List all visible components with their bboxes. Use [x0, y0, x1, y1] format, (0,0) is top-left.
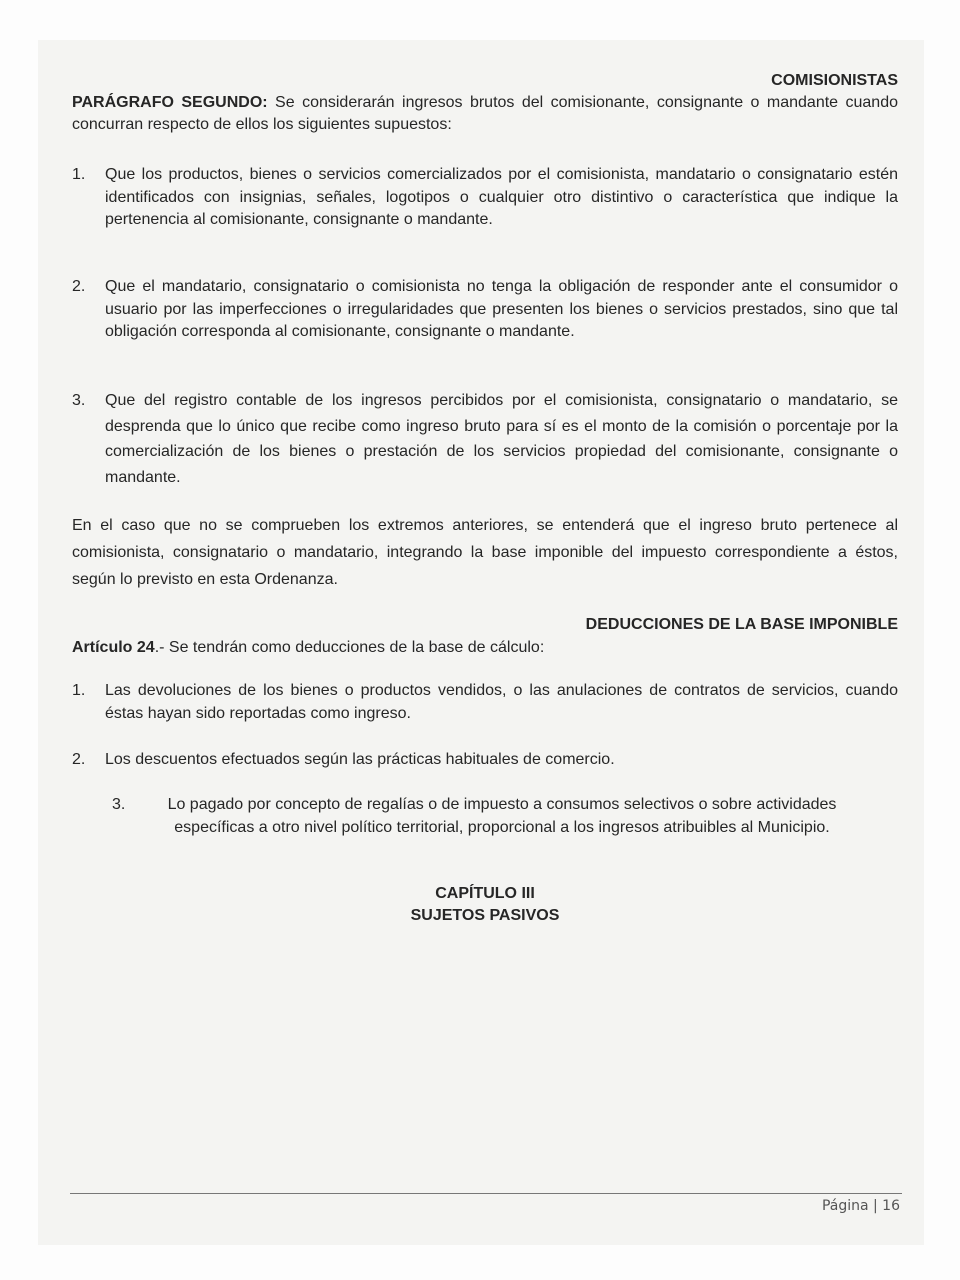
- page-number: Página | 16: [821, 1198, 900, 1214]
- list-item: [72, 749, 898, 772]
- article-24: [72, 637, 898, 659]
- paragraph-text: Se considerarán ingresos brutos del comisionante, consignante o mandante cuando concurran respecto de ellos los siguientes supuestos:: [72, 94, 899, 133]
- section-heading-deducciones: DEDUCCIONES DE LA BASE IMPONIBLE: [585, 616, 898, 633]
- paragraph-segundo: [72, 92, 898, 136]
- list-number: 2.: [72, 278, 86, 295]
- list-text: Que del registro contable de los ingresos percibidos por el comisionista, consignatario o mandatario, se desprenda que lo único que recibe como ingreso bruto para sí es el monto de la comisión o porcentaje por la comercialización de los bienes o prestación de los servicios propiedad del comisionante, consignante o mandante.: [105, 392, 898, 486]
- list-item: [72, 680, 898, 725]
- list-text: Que el mandatario, consignatario o comisionista no tenga la obligación de responder ante el consumidor o usuario por las imperfecciones o irregularidades que presenten los bienes o servicios prestados, sino que tal obligación corresponda al comisionante, consignante o mandante.: [105, 278, 898, 340]
- list-text: Lo pagado por concepto de regalías o de impuesto a consumos selectivos o sobre actividades específicas a otro nivel político territorial, proporcional a los ingresos atribuibles al Municipio.: [167, 796, 837, 836]
- list-number: 1.: [72, 166, 86, 183]
- list-number: 3.: [112, 796, 126, 813]
- list-number: 1.: [72, 682, 86, 699]
- list-text: Que los productos, bienes o servicios comercializados por el comisionista, mandatario o consignatario estén identificados con insignias, señales, logotipos o cualquier otro distintivo o característica que indique la pertenencia al comisionante, consignante o mandante.: [105, 166, 898, 228]
- list-text: Los descuentos efectuados según las prácticas habituales de comercio.: [105, 751, 615, 768]
- chapter-title: CAPÍTULO III: [435, 885, 535, 902]
- chapter-subtitle: SUJETOS PASIVOS: [410, 907, 560, 924]
- closing-paragraph: En el caso que no se comprueben los extremos anteriores, se entenderá que el ingreso bruto pertenece al comisionista, consignatario o mandatario, integrando la base imponible del impuesto correspondiente a éstos, según lo previsto en esta Ordenanza.: [72, 517, 898, 588]
- list-item: [72, 164, 898, 232]
- list-number: 3.: [72, 392, 86, 409]
- list-item: [72, 276, 898, 344]
- list-number: 2.: [72, 751, 86, 768]
- list-item: [112, 794, 892, 839]
- article-text: .- Se tendrán como deducciones de la base de cálculo:: [154, 639, 545, 656]
- article-label: Artículo 24: [72, 639, 155, 656]
- section-heading-comisionistas: COMISIONISTAS: [771, 72, 898, 89]
- footer-rule: [70, 1193, 902, 1194]
- list-text: Las devoluciones de los bienes o productos vendidos, o las anulaciones de contratos de servicios, cuando éstas hayan sido reportadas como ingreso.: [105, 682, 898, 722]
- paragraph-label: PARÁGRAFO SEGUNDO:: [72, 94, 268, 111]
- list-item: [72, 388, 898, 490]
